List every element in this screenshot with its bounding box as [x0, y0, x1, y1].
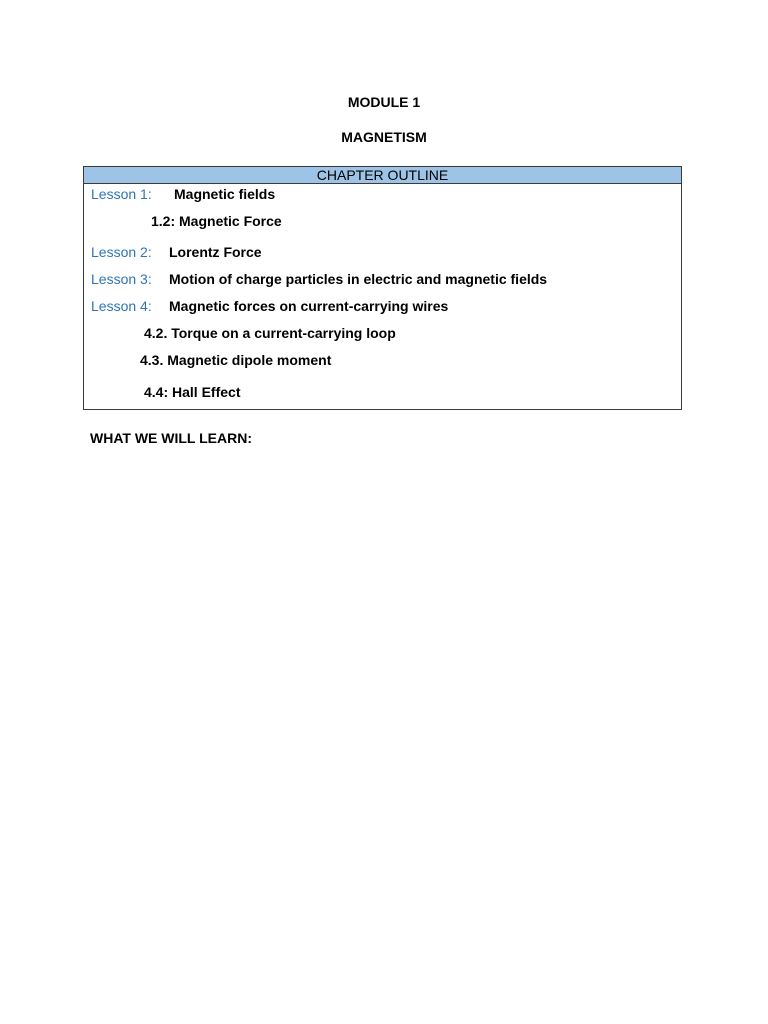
outline-entry-subtopic	[151, 213, 282, 230]
outline-entry-lesson-4	[91, 298, 449, 315]
outline-entry-subtopic	[140, 352, 331, 369]
chapter-outline-header: CHAPTER OUTLINE	[84, 167, 681, 184]
lesson-label: Lesson 4:	[91, 298, 152, 314]
module-subject: MAGNETISM	[341, 129, 427, 145]
subtopic-title: 4.3. Magnetic dipole moment	[140, 352, 332, 368]
outline-entry-subtopic	[144, 384, 240, 401]
lesson-title: Magnetic fields	[174, 186, 276, 202]
outline-entry-subtopic	[144, 325, 396, 342]
outline-entry-lesson-3	[91, 271, 548, 288]
outline-entry-lesson-2	[91, 244, 262, 261]
module-title: MODULE 1	[347, 94, 421, 110]
chapter-outline-table	[83, 166, 682, 410]
lesson-label: Lesson 3:	[91, 271, 152, 287]
subtopic-title: 1.2: Magnetic Force	[151, 213, 282, 229]
outline-entry-lesson-1	[91, 186, 276, 203]
lesson-label: Lesson 1:	[91, 186, 152, 202]
lesson-label: Lesson 2:	[91, 244, 152, 260]
subtopic-title: 4.2. Torque on a current-carrying loop	[144, 325, 396, 341]
lesson-title: Motion of charge particles in electric and magnetic fields	[169, 271, 548, 287]
subtopic-title: 4.4: Hall Effect	[144, 384, 241, 400]
lesson-title: Magnetic forces on current-carrying wires	[169, 298, 449, 314]
lesson-title: Lorentz Force	[169, 244, 262, 260]
learn-heading: WHAT WE WILL LEARN:	[90, 430, 253, 446]
